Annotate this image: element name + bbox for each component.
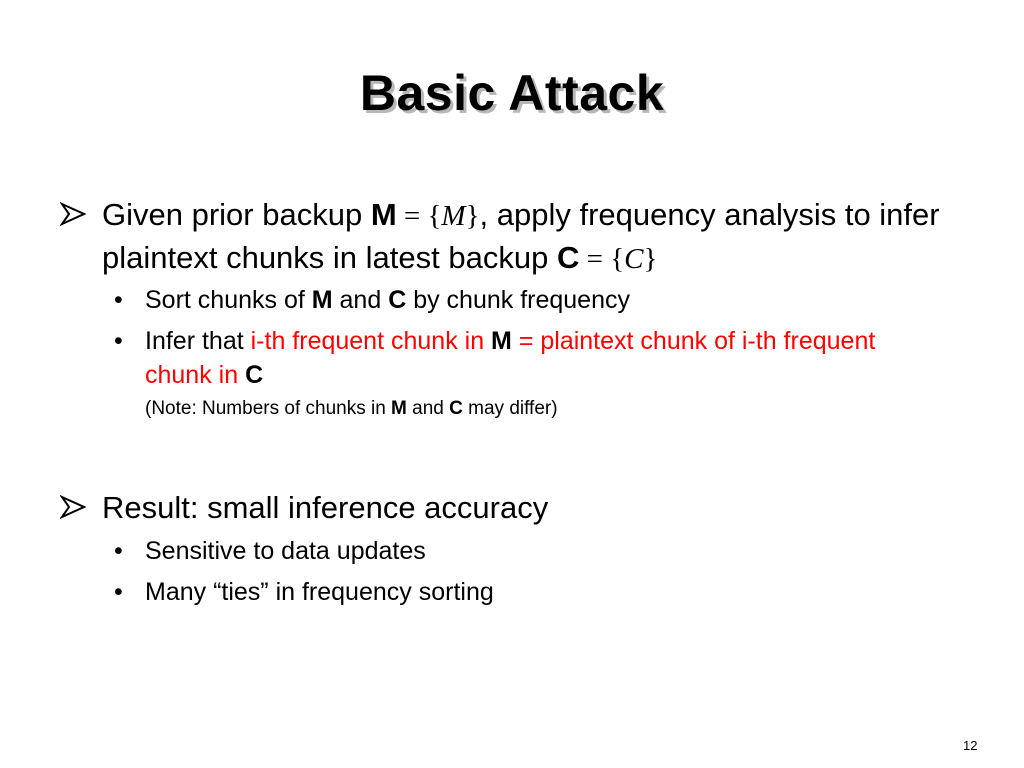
bold-C: C: [556, 240, 580, 275]
bold-C: C: [245, 361, 264, 389]
text-segment: and: [406, 398, 450, 419]
sub-bullet-text: [145, 283, 914, 317]
text-segment: may differ): [462, 398, 558, 419]
red-text-segment: i-th frequent chunk in: [250, 327, 492, 355]
text-segment: Infer that: [145, 327, 251, 355]
bold-M: M: [311, 286, 333, 314]
text-segment: and: [332, 286, 389, 314]
red-text-segment: = plaintext chunk of i-th frequent chunk in: [145, 327, 876, 389]
math-var-M: M: [441, 200, 466, 232]
bold-C: C: [449, 398, 463, 419]
text-segment: , apply frequency analysis to infer plaintext chunks in latest backup: [102, 197, 940, 275]
arrow-bullet-icon: [60, 201, 86, 227]
bullet-text: Result: small inference accuracy: [102, 490, 549, 525]
bullet-dot-icon: •: [114, 537, 123, 565]
text-segment: (Note: Numbers of chunks in: [145, 398, 392, 419]
brace-open: {: [427, 200, 442, 232]
bold-M: M: [491, 327, 512, 355]
note-text: [145, 396, 558, 422]
brace-close: }: [465, 200, 480, 232]
bullet-dot-icon: •: [114, 578, 123, 606]
bold-C: C: [388, 286, 407, 314]
bullet-frequency-analysis: [60, 194, 980, 280]
bullet-result: [60, 487, 980, 528]
text-segment: Sort chunks of: [145, 286, 312, 314]
sub-bullet-text: [145, 324, 885, 392]
equals-sign: =: [579, 243, 611, 275]
bullet-dot-icon: •: [114, 286, 123, 314]
text-segment: Given prior backup: [102, 197, 371, 232]
sub-bullet-text: Many “ties” in frequency sorting: [145, 578, 494, 606]
text-segment: by chunk frequency: [406, 286, 630, 314]
bullet-text: [102, 194, 980, 280]
bullet-dot-icon: •: [114, 327, 123, 355]
sub-bullet-text: Sensitive to data updates: [145, 537, 426, 565]
sub-bullet-sort-chunks: [114, 283, 914, 317]
bold-M: M: [391, 398, 407, 419]
equals-sign: =: [396, 200, 428, 232]
math-set-M: [397, 200, 480, 232]
arrow-bullet-icon: [60, 494, 86, 520]
brace-open: {: [610, 243, 625, 275]
sub-bullet-sensitive: [114, 534, 914, 568]
sub-bullet-ties: [114, 575, 914, 609]
slide-title: Basic Attack: [359, 65, 665, 121]
page-number: 12: [963, 738, 978, 753]
bold-M: M: [370, 197, 397, 232]
sub-bullet-infer: [114, 324, 914, 392]
math-var-C: C: [624, 243, 644, 275]
brace-close: }: [643, 243, 658, 275]
math-set-C: [579, 243, 657, 275]
